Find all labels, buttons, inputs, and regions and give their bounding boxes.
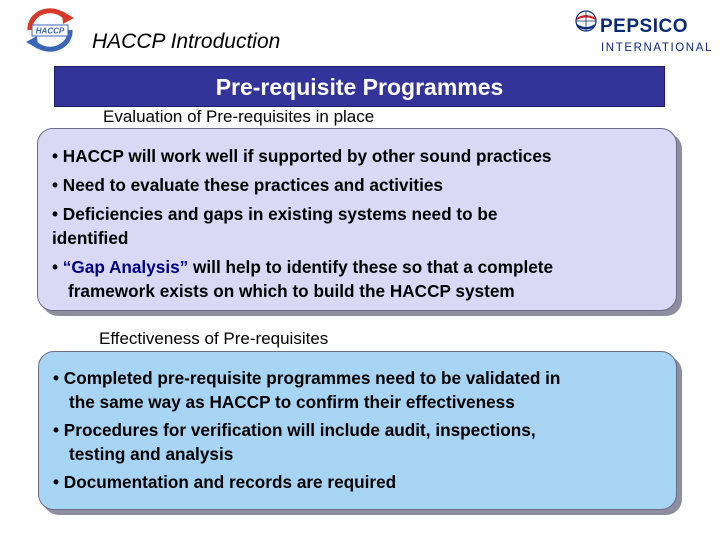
brand-name: PEPSICO bbox=[600, 16, 688, 37]
section1-heading: Evaluation of Pre-requisites in place bbox=[103, 107, 375, 126]
banner-title: Pre-requisite Programmes bbox=[215, 74, 504, 100]
bullet-text: will help to identify these so that a complete bbox=[188, 257, 554, 277]
list-item bbox=[52, 144, 668, 168]
bullet-text: • Need to evaluate these practices and activities bbox=[52, 175, 443, 195]
bullet-text: framework exists on which to build the HACCP system bbox=[68, 281, 515, 301]
list-item bbox=[53, 419, 668, 466]
bullet-text: • Documentation and records are required bbox=[53, 472, 397, 492]
bullet-text: the same way as HACCP to confirm their effectiveness bbox=[69, 391, 515, 412]
section1-bullets bbox=[52, 144, 668, 308]
list-item bbox=[53, 367, 668, 414]
list-item bbox=[52, 173, 668, 197]
brand-subtitle: INTERNATIONAL bbox=[601, 42, 713, 54]
section2-panel bbox=[38, 351, 677, 510]
list-item bbox=[52, 255, 668, 303]
bullet-text: • HACCP will work well if supported by other sound practices bbox=[52, 146, 552, 166]
bullet-marker: • bbox=[52, 257, 63, 277]
title-banner bbox=[54, 66, 665, 107]
gap-analysis-highlight: “Gap Analysis” bbox=[62, 257, 189, 277]
section2-bullets bbox=[53, 367, 668, 500]
bullet-text: testing and analysis bbox=[69, 443, 234, 464]
bullet-text: • Completed pre-requisite programmes need to be validated in bbox=[53, 368, 561, 388]
bullet-text: • Deficiencies and gaps in existing systems need to be bbox=[52, 204, 498, 224]
list-item bbox=[53, 471, 668, 495]
haccp-logo-text: HACCP bbox=[35, 26, 65, 36]
list-item bbox=[52, 202, 668, 250]
header-title: HACCP Introduction bbox=[92, 30, 281, 53]
haccp-logo bbox=[22, 8, 78, 52]
section1-panel bbox=[37, 128, 677, 311]
section2-heading: Effectiveness of Pre-requisites bbox=[99, 329, 329, 348]
bullet-text: • Procedures for verification will include audit, inspections, bbox=[53, 420, 536, 440]
bullet-text: identified bbox=[52, 228, 129, 248]
